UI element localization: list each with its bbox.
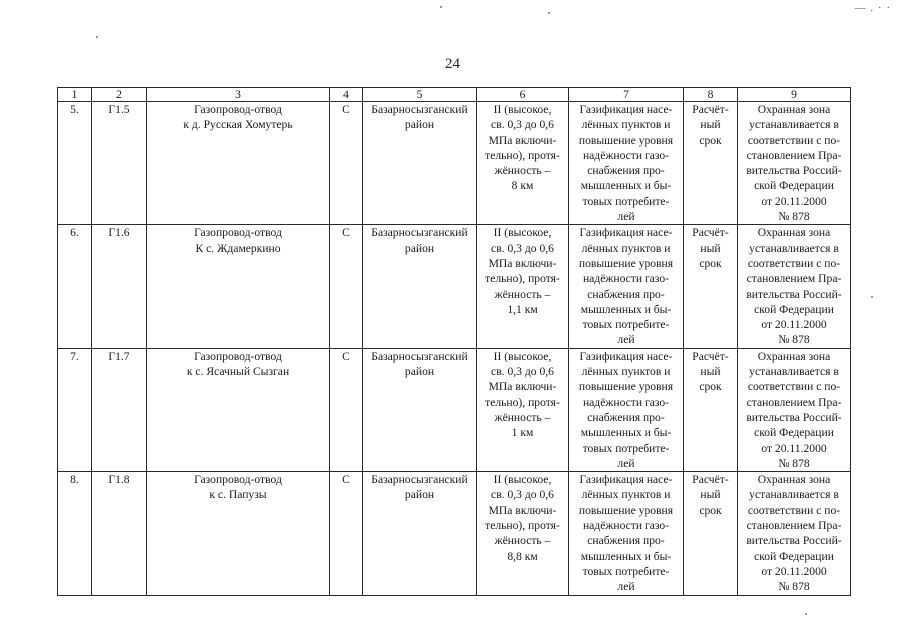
cell-line: от 20.11.2000 [761,318,827,332]
cell-line: Газопровод-отвод [194,226,282,240]
cell-line: 1 км [511,426,534,440]
cell-line: к с. Ясачный Сызган [186,365,290,379]
cell-line: ской Федерации [754,179,834,193]
cell-line: район [404,488,435,502]
column-header: 2 [92,88,147,102]
cell-line: жённость – [494,534,551,548]
cell-line: повышение уровня [578,380,674,394]
cell-line: ской Федерации [754,302,834,316]
purpose-cell [569,348,684,471]
code-cell: Г1.6 [92,225,147,348]
cell-line: ный [700,365,721,379]
cell-line: лённых пунктов и [581,365,671,379]
cell-line: ный [700,118,721,132]
parameters-cell [477,225,569,348]
cell-line: ный [700,241,721,255]
cell-line: надёжности газо- [582,519,670,533]
cell-line: срок [699,133,722,147]
protection-zone-cell [738,348,851,471]
cell-line: лённых пунктов и [581,118,671,132]
cell-line: устанавливается в [749,241,839,255]
cell-line: товых потребите- [582,318,670,332]
code-cell: Г1.8 [92,472,147,595]
cell-line: к д. Русская Хомутерь [183,118,293,132]
cell-line: надёжности газо- [582,272,670,286]
cell-line: св. 0,3 до 0,6 [491,241,554,255]
code-cell: Г1.7 [92,348,147,471]
cell-line: надёжности газо- [582,395,670,409]
parameters-cell [477,348,569,471]
cell-line: св. 0,3 до 0,6 [491,488,554,502]
cell-line: становлением Пра- [746,148,842,162]
column-header: 7 [569,88,684,102]
status-cell: С [330,102,363,225]
scan-speck [96,36,98,38]
object-name-cell [147,225,330,348]
cell-line: вительства Россий- [746,287,842,301]
protection-zone-cell [738,102,851,225]
cell-line: тельно), протя- [485,395,560,409]
cell-line: район [404,118,435,132]
cell-line: от 20.11.2000 [761,441,827,455]
cell-line: Газификация насе- [579,103,673,116]
cell-line: становлением Пра- [746,272,842,286]
term-cell [684,225,738,348]
cell-line: лей [617,333,635,347]
cell-line: срок [699,256,722,270]
cell-line: II (высокое, [493,473,552,487]
column-header: 4 [330,88,363,102]
cell-line: Охранная зона [757,349,831,363]
cell-line: Газопровод-отвод [194,349,282,363]
cell-line: Базарносызганский [371,226,468,240]
cell-line: Базарносызганский [371,349,468,363]
cell-line: тельно), протя- [485,519,560,533]
cell-line: снабжения про- [587,410,665,424]
cell-line: Газопровод-отвод [194,103,282,116]
object-name-cell [147,472,330,595]
purpose-cell [569,225,684,348]
cell-line: снабжения про- [587,287,665,301]
cell-line: Газификация насе- [579,473,673,487]
cell-line: становлением Пра- [746,519,842,533]
scan-mark: — . · · [854,2,891,14]
cell-line: соответствии с по- [747,256,841,270]
document-table [57,87,851,596]
row-number-cell: 7. [58,348,92,471]
cell-line: ской Федерации [754,426,834,440]
cell-line: св. 0,3 до 0,6 [491,118,554,132]
cell-line: вительства Россий- [746,164,842,178]
cell-line: мышленных и бы- [580,549,672,563]
cell-line: жённость – [494,164,551,178]
cell-line: вительства Россий- [746,410,842,424]
cell-line: № 878 [778,580,810,594]
cell-line: лей [617,210,635,224]
cell-line: устанавливается в [749,488,839,502]
cell-line: лённых пунктов и [581,241,671,255]
cell-line: лей [617,456,635,470]
cell-line: МПа включи- [488,256,557,270]
cell-line: к с. Папузы [209,488,267,502]
district-cell [363,348,477,471]
cell-line: II (высокое, [493,103,552,116]
district-cell [363,472,477,595]
cell-line: Базарносызганский [371,103,468,116]
cell-line: Газификация насе- [579,349,673,363]
cell-line: МПа включи- [488,380,557,394]
cell-line: св. 0,3 до 0,6 [491,365,554,379]
cell-line: повышение уровня [578,133,674,147]
cell-line: соответствии с по- [747,133,841,147]
row-number-cell: 6. [58,225,92,348]
column-header: 3 [147,88,330,102]
row-number-cell: 8. [58,472,92,595]
scan-speck [440,6,442,8]
row-number-cell: 5. [58,102,92,225]
object-name-cell [147,348,330,471]
status-cell: С [330,472,363,595]
page-number: 24 [445,56,460,72]
status-cell: С [330,225,363,348]
cell-line: товых потребите- [582,564,670,578]
cell-line: Расчёт- [692,473,729,487]
cell-line: район [404,365,435,379]
cell-line: от 20.11.2000 [761,564,827,578]
parameters-cell [477,102,569,225]
column-header: 9 [738,88,851,102]
cell-line: мышленных и бы- [580,179,672,193]
cell-line: вительства Россий- [746,534,842,548]
cell-line: 8 км [511,179,534,193]
cell-line: повышение уровня [578,503,674,517]
cell-line: № 878 [778,456,810,470]
table-row [58,225,851,348]
cell-line: район [404,241,435,255]
cell-line: МПа включи- [488,133,557,147]
cell-line: ный [700,488,721,502]
cell-line: соответствии с по- [747,503,841,517]
cell-line: срок [699,380,722,394]
cell-line: № 878 [778,333,810,347]
protection-zone-cell [738,225,851,348]
cell-line: 8,8 км [507,549,538,563]
status-cell: С [330,348,363,471]
cell-line: снабжения про- [587,534,665,548]
table-row [58,472,851,595]
cell-line: Расчёт- [692,103,729,116]
cell-line: Расчёт- [692,226,729,240]
cell-line: от 20.11.2000 [761,194,827,208]
scan-speck [871,296,873,298]
cell-line: Расчёт- [692,349,729,363]
cell-line: ской Федерации [754,549,834,563]
cell-line: соответствии с по- [747,380,841,394]
protection-zone-cell [738,472,851,595]
purpose-cell [569,102,684,225]
table-header-row [58,88,851,102]
cell-line: К с. Ждамеркино [195,241,281,255]
cell-line: товых потребите- [582,441,670,455]
cell-line: II (высокое, [493,226,552,240]
scan-speck [548,12,550,14]
district-cell [363,225,477,348]
cell-line: лей [617,580,635,594]
column-header: 1 [58,88,92,102]
scan-speck [805,613,807,615]
object-name-cell [147,102,330,225]
cell-line: Охранная зона [757,226,831,240]
column-header: 6 [477,88,569,102]
cell-line: срок [699,503,722,517]
purpose-cell [569,472,684,595]
column-header: 5 [363,88,477,102]
term-cell [684,102,738,225]
cell-line: повышение уровня [578,256,674,270]
cell-line: 1,1 км [507,302,538,316]
term-cell [684,348,738,471]
cell-line: лённых пунктов и [581,488,671,502]
cell-line: снабжения про- [587,164,665,178]
cell-line: Базарносызганский [371,473,468,487]
cell-line: II (высокое, [493,349,552,363]
cell-line: жённость – [494,287,551,301]
cell-line: Газопровод-отвод [194,473,282,487]
column-header: 8 [684,88,738,102]
cell-line: тельно), протя- [485,272,560,286]
cell-line: Охранная зона [757,103,831,116]
table-row [58,348,851,471]
cell-line: становлением Пра- [746,395,842,409]
cell-line: № 878 [778,210,810,224]
cell-line: тельно), протя- [485,148,560,162]
cell-line: устанавливается в [749,118,839,132]
cell-line: Охранная зона [757,473,831,487]
cell-line: устанавливается в [749,365,839,379]
district-cell [363,102,477,225]
cell-line: Газификация насе- [579,226,673,240]
parameters-cell [477,472,569,595]
cell-line: надёжности газо- [582,148,670,162]
code-cell: Г1.5 [92,102,147,225]
term-cell [684,472,738,595]
cell-line: мышленных и бы- [580,302,672,316]
cell-line: товых потребите- [582,194,670,208]
cell-line: жённость – [494,410,551,424]
cell-line: мышленных и бы- [580,426,672,440]
cell-line: МПа включи- [488,503,557,517]
table-row [58,102,851,225]
